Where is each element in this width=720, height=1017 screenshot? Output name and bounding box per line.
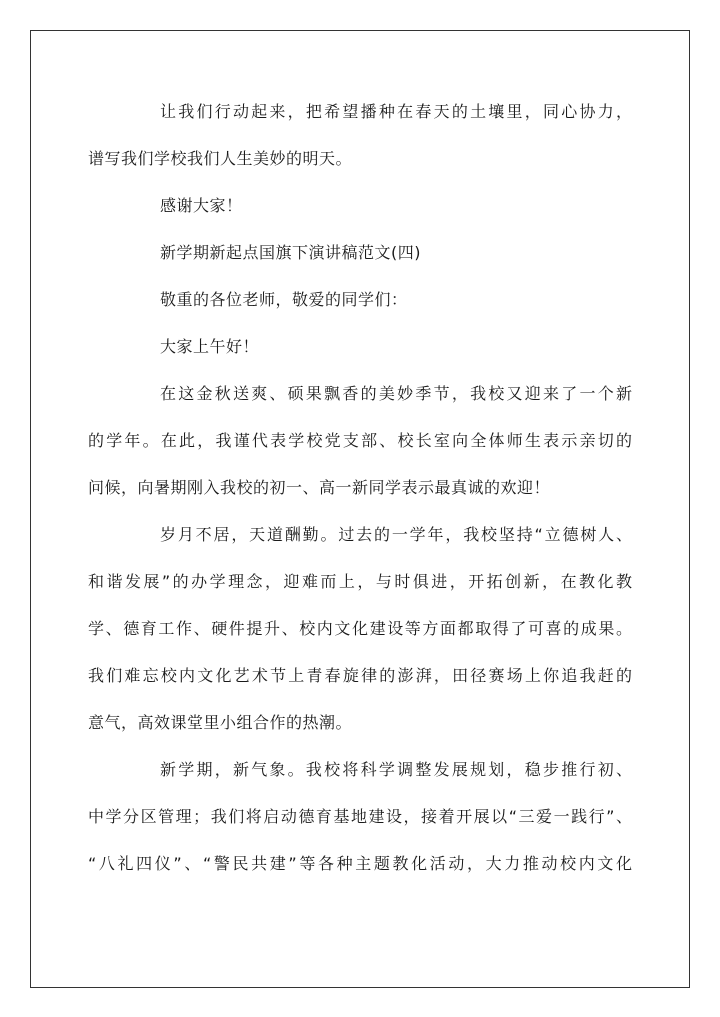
paragraph-line: 在这金秋送爽、硕果飘香的美妙季节，我校又迎来了一个新 [160, 384, 632, 403]
salutation: 敬重的各位老师，敬爱的同学们： [160, 290, 408, 309]
paragraph-line: 谱写我们学校我们人生美妙的明天。 [88, 149, 353, 168]
paragraph-line: 意气，高效课堂里小组合作的热潮。 [88, 713, 353, 732]
paragraph-line: 中学分区管理；我们将启动德育基地建设，接着开展以“三爱一践行”、 [88, 807, 632, 826]
paragraph-line: 学、德育工作、硬件提升、校内文化建设等方面都取得了可喜的成果。 [88, 619, 632, 638]
paragraph-line: 我们难忘校内文化艺术节上青春旋律的澎湃，田径赛场上你追我赶的 [88, 666, 632, 685]
paragraph-line: 新学期，新气象。我校将科学调整发展规划，稳步推行初、 [160, 760, 632, 779]
paragraph-line: “八礼四仪”、“警民共建”等各种主题教化活动，大力推动校内文化 [88, 854, 632, 873]
paragraph-line: 让我们行动起来，把希望播种在春天的土壤里，同心协力， [160, 102, 632, 121]
page-frame [30, 30, 690, 988]
paragraph-line: 和谐发展”的办学理念，迎难而上，与时俱进，开拓创新，在教化教 [88, 572, 632, 591]
paragraph-line: 的学年。在此，我谨代表学校党支部、校长室向全体师生表示亲切的 [88, 431, 632, 450]
paragraph-line: 岁月不居，天道酬勤。过去的一学年，我校坚持“立德树人、 [160, 525, 632, 544]
paragraph-line: 问候，向暑期刚入我校的初一、高一新同学表示最真诚的欢迎！ [88, 478, 551, 497]
section-title: 新学期新起点国旗下演讲稿范文(四) [160, 243, 421, 262]
paragraph-line: 感谢大家！ [160, 196, 243, 215]
greeting: 大家上午好！ [160, 337, 260, 356]
